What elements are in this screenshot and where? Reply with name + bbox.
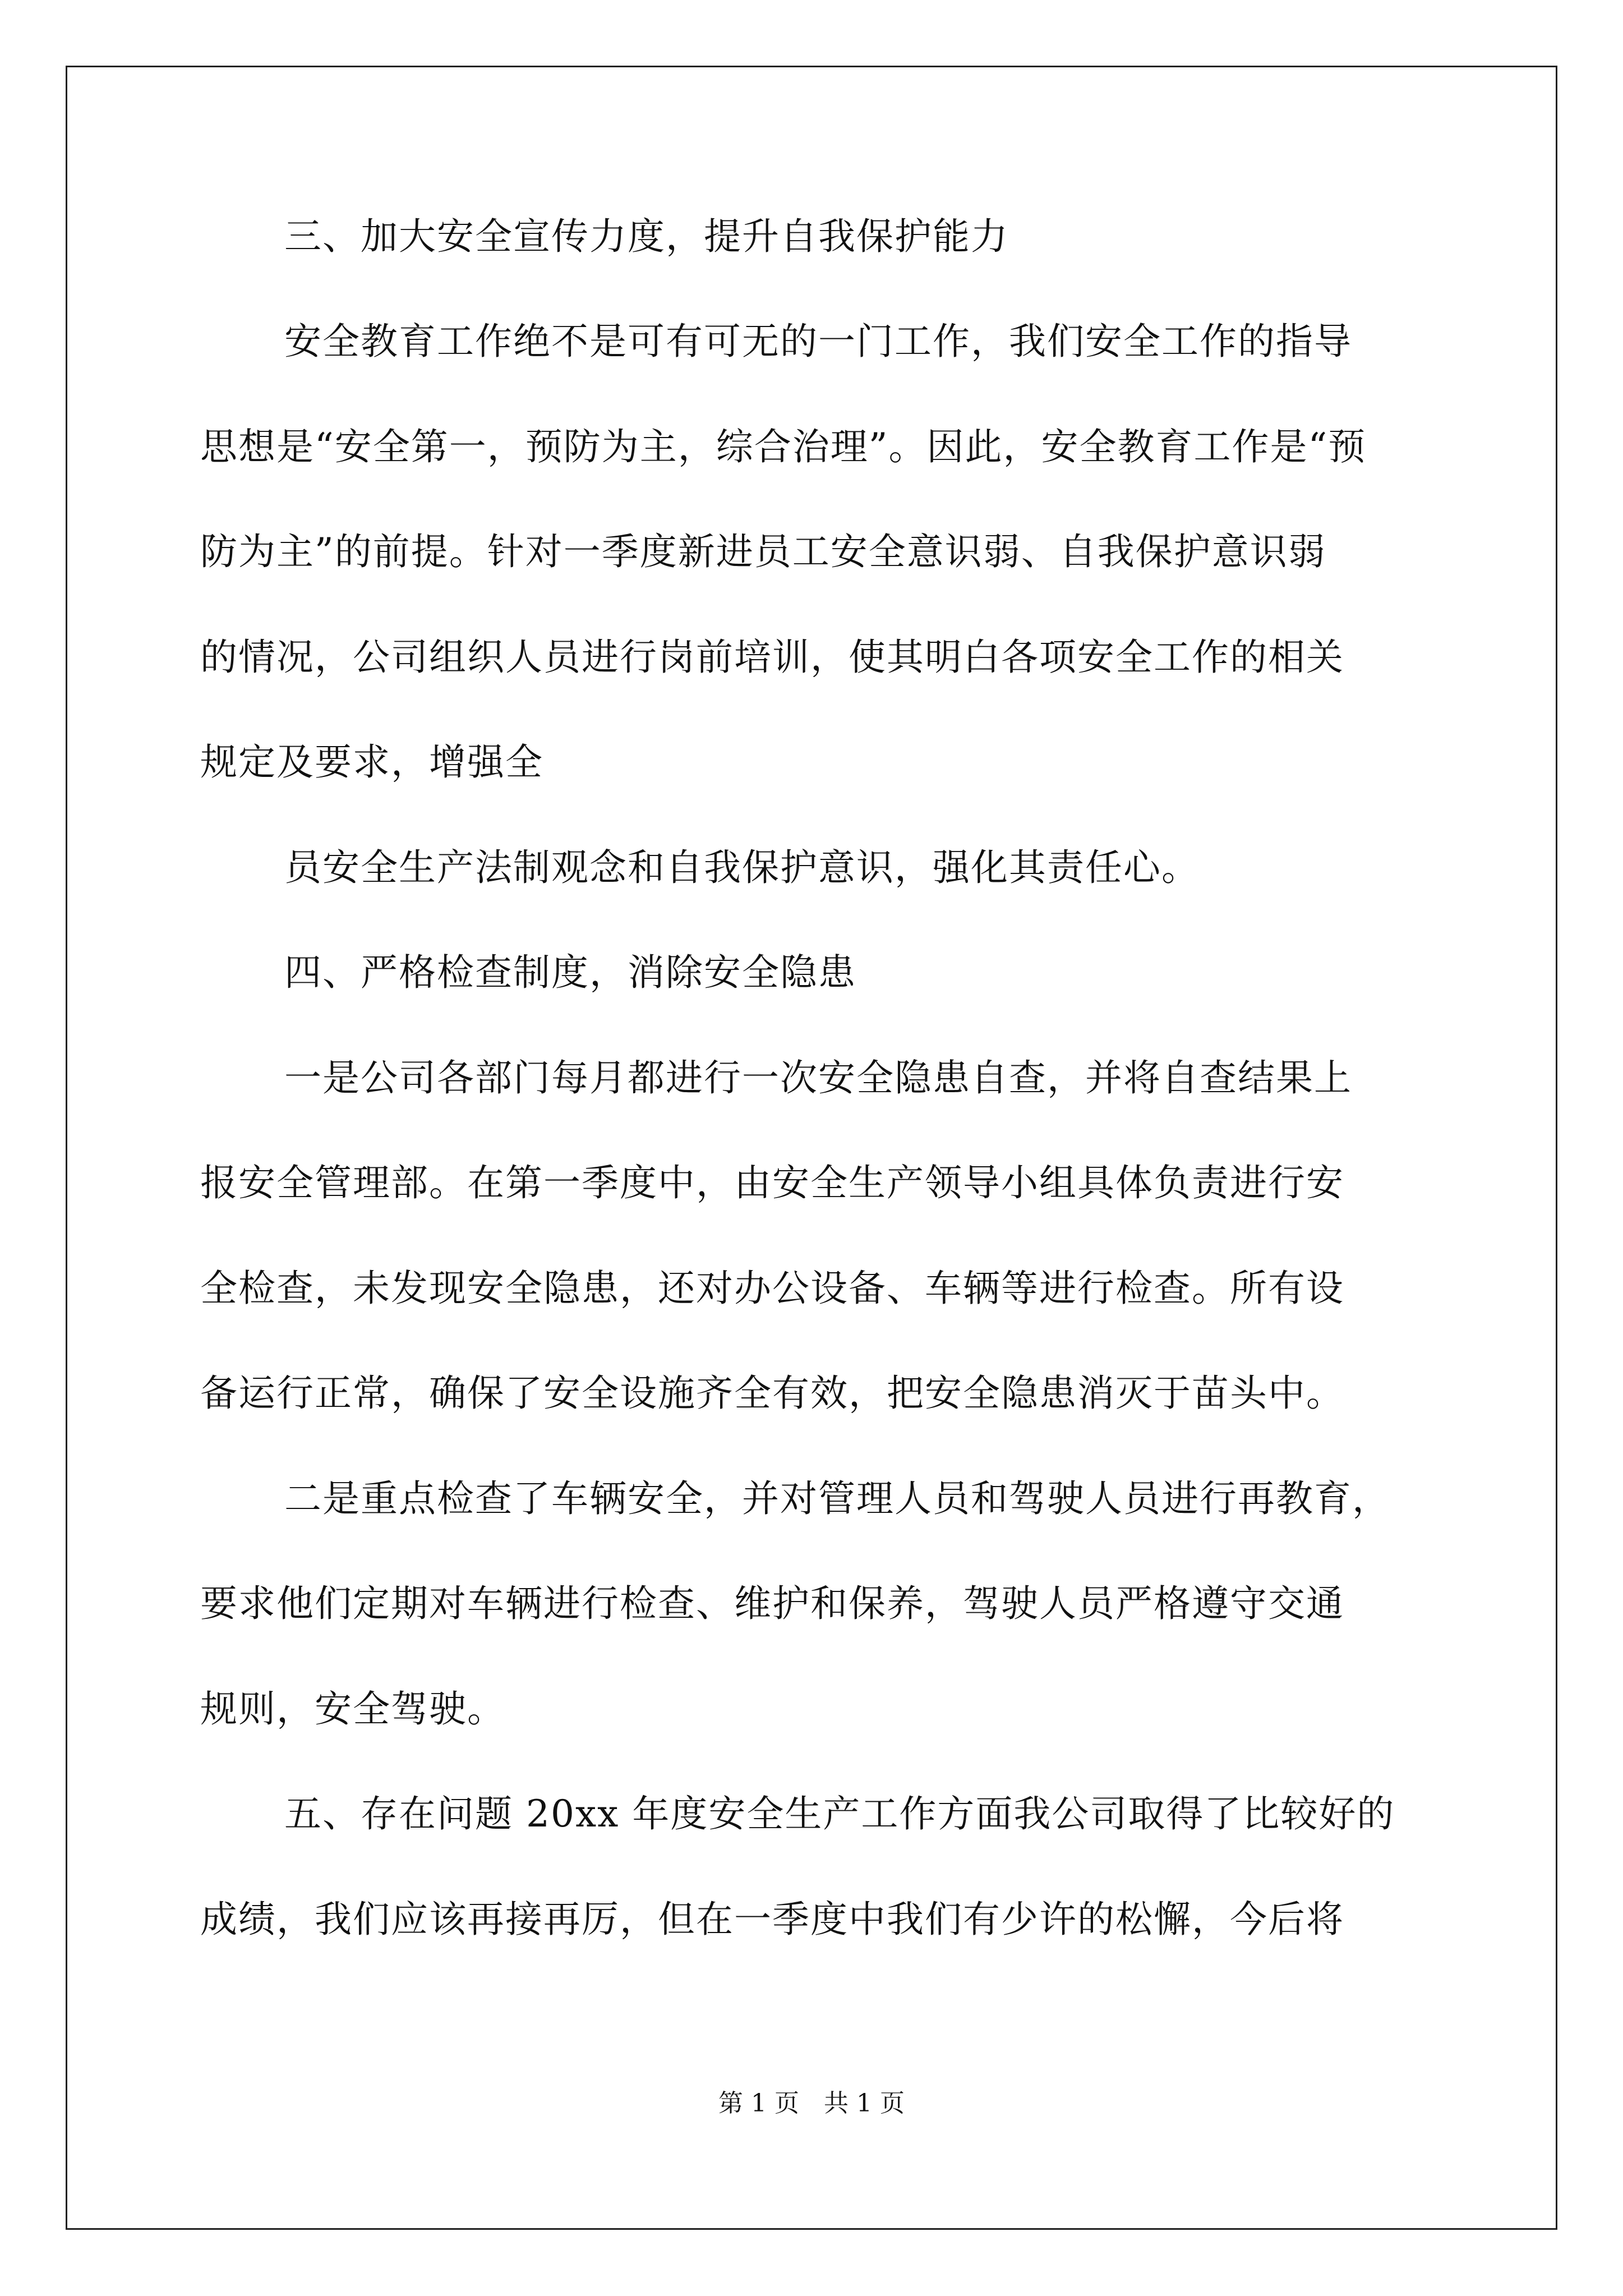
text-line: 防为主”的前提。针对一季度新进员工安全意识弱、自我保护意识弱 (200, 530, 1326, 573)
text-line: 规则，安全驾驶。 (200, 1687, 505, 1731)
text-line: 的情况，公司组织人员进行岗前培训，使其明白各项安全工作的相关 (200, 636, 1344, 679)
text-line: 规定及要求，增强全 (200, 740, 543, 784)
text-line: 成绩，我们应该再接再厉，但在一季度中我们有少许的松懈，今后将 (200, 1898, 1344, 1941)
text-line: 一是公司各部门每月都进行一次安全隐患自查，并将自查结果上 (284, 1056, 1352, 1099)
text-line: 全检查，未发现安全隐患，还对办公设备、车辆等进行检查。所有设 (200, 1267, 1344, 1310)
text-line: 报安全管理部。在第一季度中，由安全生产领导小组具体负责进行安 (200, 1161, 1344, 1204)
text-line: 备运行正常，确保了安全设施齐全有效，把安全隐患消灭于苗头中。 (200, 1372, 1344, 1415)
text-line: 思想是“安全第一，预防为主，综合治理”。因此，安全教育工作是“预 (200, 425, 1367, 468)
page-number: 第 1 页 共 1 页 (718, 2089, 905, 2118)
text-line: 安全教育工作绝不是可有可无的一门工作，我们安全工作的指导 (284, 320, 1352, 363)
text-line: 要求他们定期对车辆进行检查、维护和保养，驾驶人员严格遵守交通 (200, 1582, 1344, 1625)
section-heading: 四、严格检查制度，消除安全隐患 (284, 951, 856, 994)
text-line: 五、存在问题 20xx 年度安全生产工作方面我公司取得了比较好的 (284, 1792, 1395, 1835)
text-line: 员安全生产法制观念和自我保护意识，强化其责任心。 (284, 846, 1200, 889)
text-line: 二是重点检查了车辆安全，并对管理人员和驾驶人员进行再教育， (284, 1477, 1390, 1520)
text-line: 三、加大安全宣传力度，提升自我保护能力 (284, 215, 1009, 258)
